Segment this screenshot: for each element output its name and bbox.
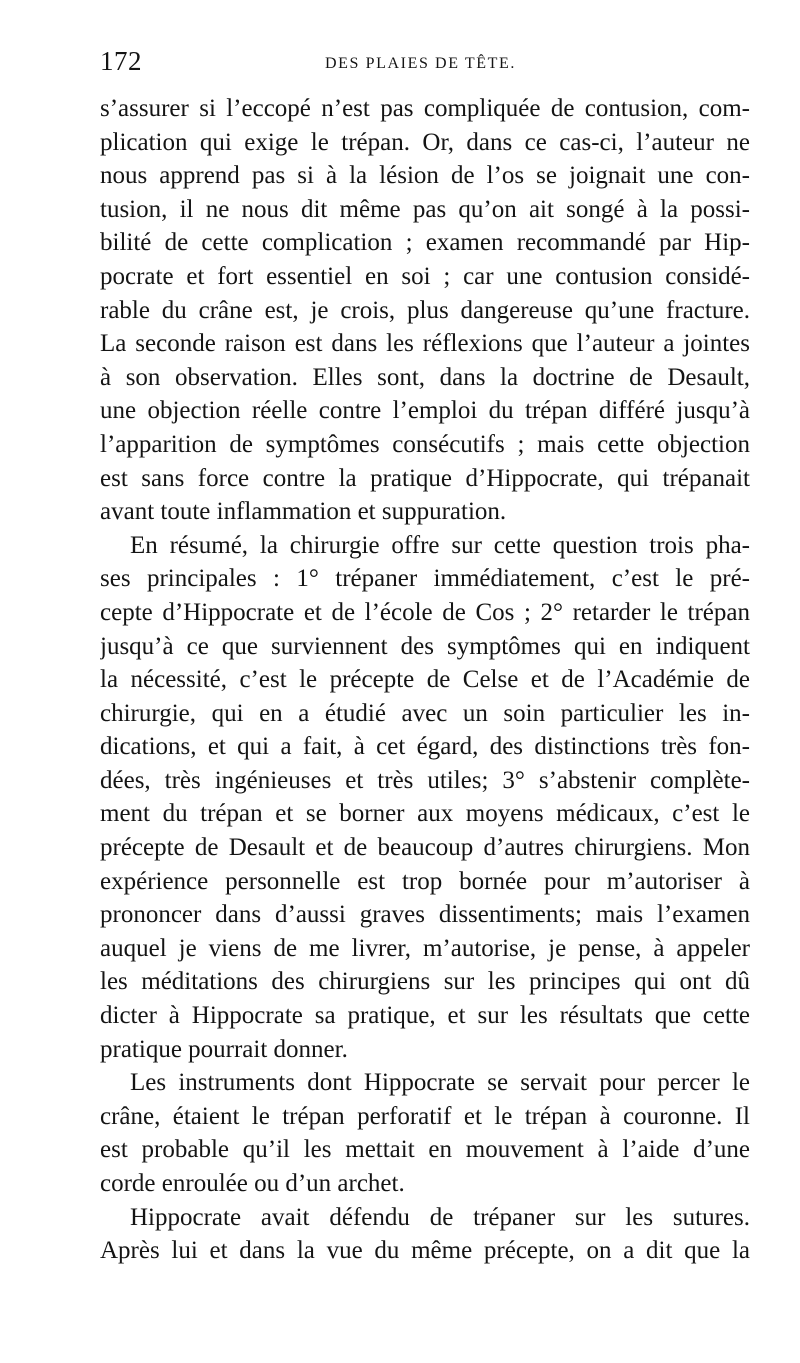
paragraph — [100, 92, 750, 529]
text-line: Les instruments dont Hippocrate se servait pour percer le — [130, 1069, 750, 1097]
text-line: avant toute inflammation et suppuration. — [100, 498, 507, 526]
text-line: expérience personnelle est trop bornée pour m’autoriser à — [100, 867, 750, 895]
text-line: auquel je viens de me livrer, m’autorise, je pense, à appeler — [100, 934, 750, 962]
running-head — [100, 46, 750, 86]
text-line: corde enroulée ou d’un archet. — [100, 1170, 405, 1197]
running-title: DES PLAIES DE TÊTE. — [325, 55, 516, 72]
page-number: 172 — [100, 46, 142, 76]
text-line: s’assurer si l’eccopé n’est pas compliquée de contusion, com- — [100, 95, 750, 122]
text-line: dées, très ingénieuses et très utiles; 3° s’abstenir complète- — [100, 766, 750, 794]
text-line: chirurgie, qui en a étudié avec un soin particulier les in- — [100, 699, 750, 727]
paragraph — [100, 1201, 750, 1268]
body-text — [100, 92, 750, 1268]
text-line: dicter à Hippocrate sa pratique, et sur les résultats que cette — [100, 1002, 750, 1030]
text-line: rable du crâne est, je crois, plus dangereuse qu’une fracture. — [100, 296, 750, 324]
text-line: pratique pourrait donner. — [100, 1035, 348, 1063]
text-line: Après lui et dans la vue du même précepte, on a dit que la — [100, 1237, 750, 1265]
text-line: pocrate et fort essentiel en soi ; car une contusion considé- — [100, 262, 750, 290]
paragraph — [100, 529, 750, 1067]
text-line: jusqu’à ce que surviennent des symptômes qui en indiquent — [100, 632, 750, 660]
text-line: ses principales : 1° trépaner immédiatement, c’est le pré- — [100, 565, 750, 593]
text-line: tusion, il ne nous dit même pas qu’on ait songé à la possi- — [100, 195, 750, 223]
text-line: En résumé, la chirurgie offre sur cette question trois pha- — [130, 531, 750, 559]
text-line: une objection réelle contre l’emploi du trépan différé jusqu’à — [100, 397, 750, 425]
text-line: plication qui exige le trépan. Or, dans ce cas-ci, l’auteur ne — [100, 128, 750, 156]
text-line: Hippocrate avait défendu de trépaner sur les sutures. — [130, 1203, 750, 1231]
text-line: bilité de cette complication ; examen recommandé par Hip- — [100, 229, 750, 257]
text-line: la nécessité, c’est le précepte de Celse et de l’Académie de — [100, 666, 750, 694]
text-line: dications, et qui a fait, à cet égard, des distinctions très fon- — [100, 733, 750, 761]
paragraph — [100, 1066, 750, 1200]
text-line: prononcer dans d’aussi graves dissentiments; mais l’examen — [100, 901, 750, 929]
text-line: l’apparition de symptômes consécutifs ; mais cette objection — [100, 430, 750, 458]
text-line: La seconde raison est dans les réflexions que l’auteur a jointes — [100, 330, 750, 358]
text-line: à son observation. Elles sont, dans la doctrine de Desault, — [100, 363, 750, 391]
text-line: est sans force contre la pratique d’Hippocrate, qui trépanait — [100, 464, 750, 492]
text-line: les méditations des chirurgiens sur les principes qui ont dû — [100, 968, 750, 996]
text-line: cepte d’Hippocrate et de l’école de Cos ; 2° retarder le trépan — [100, 598, 750, 626]
text-line: est probable qu’il les mettait en mouvement à l’aide d’une — [100, 1136, 750, 1164]
text-line: ment du trépan et se borner aux moyens médicaux, c’est le — [100, 800, 750, 828]
text-line: crâne, étaient le trépan perforatif et le trépan à couronne. Il — [100, 1102, 750, 1130]
text-line: nous apprend pas si à la lésion de l’os se joignait une con- — [100, 162, 750, 190]
text-line: précepte de Desault et de beaucoup d’autres chirurgiens. Mon — [100, 834, 750, 862]
